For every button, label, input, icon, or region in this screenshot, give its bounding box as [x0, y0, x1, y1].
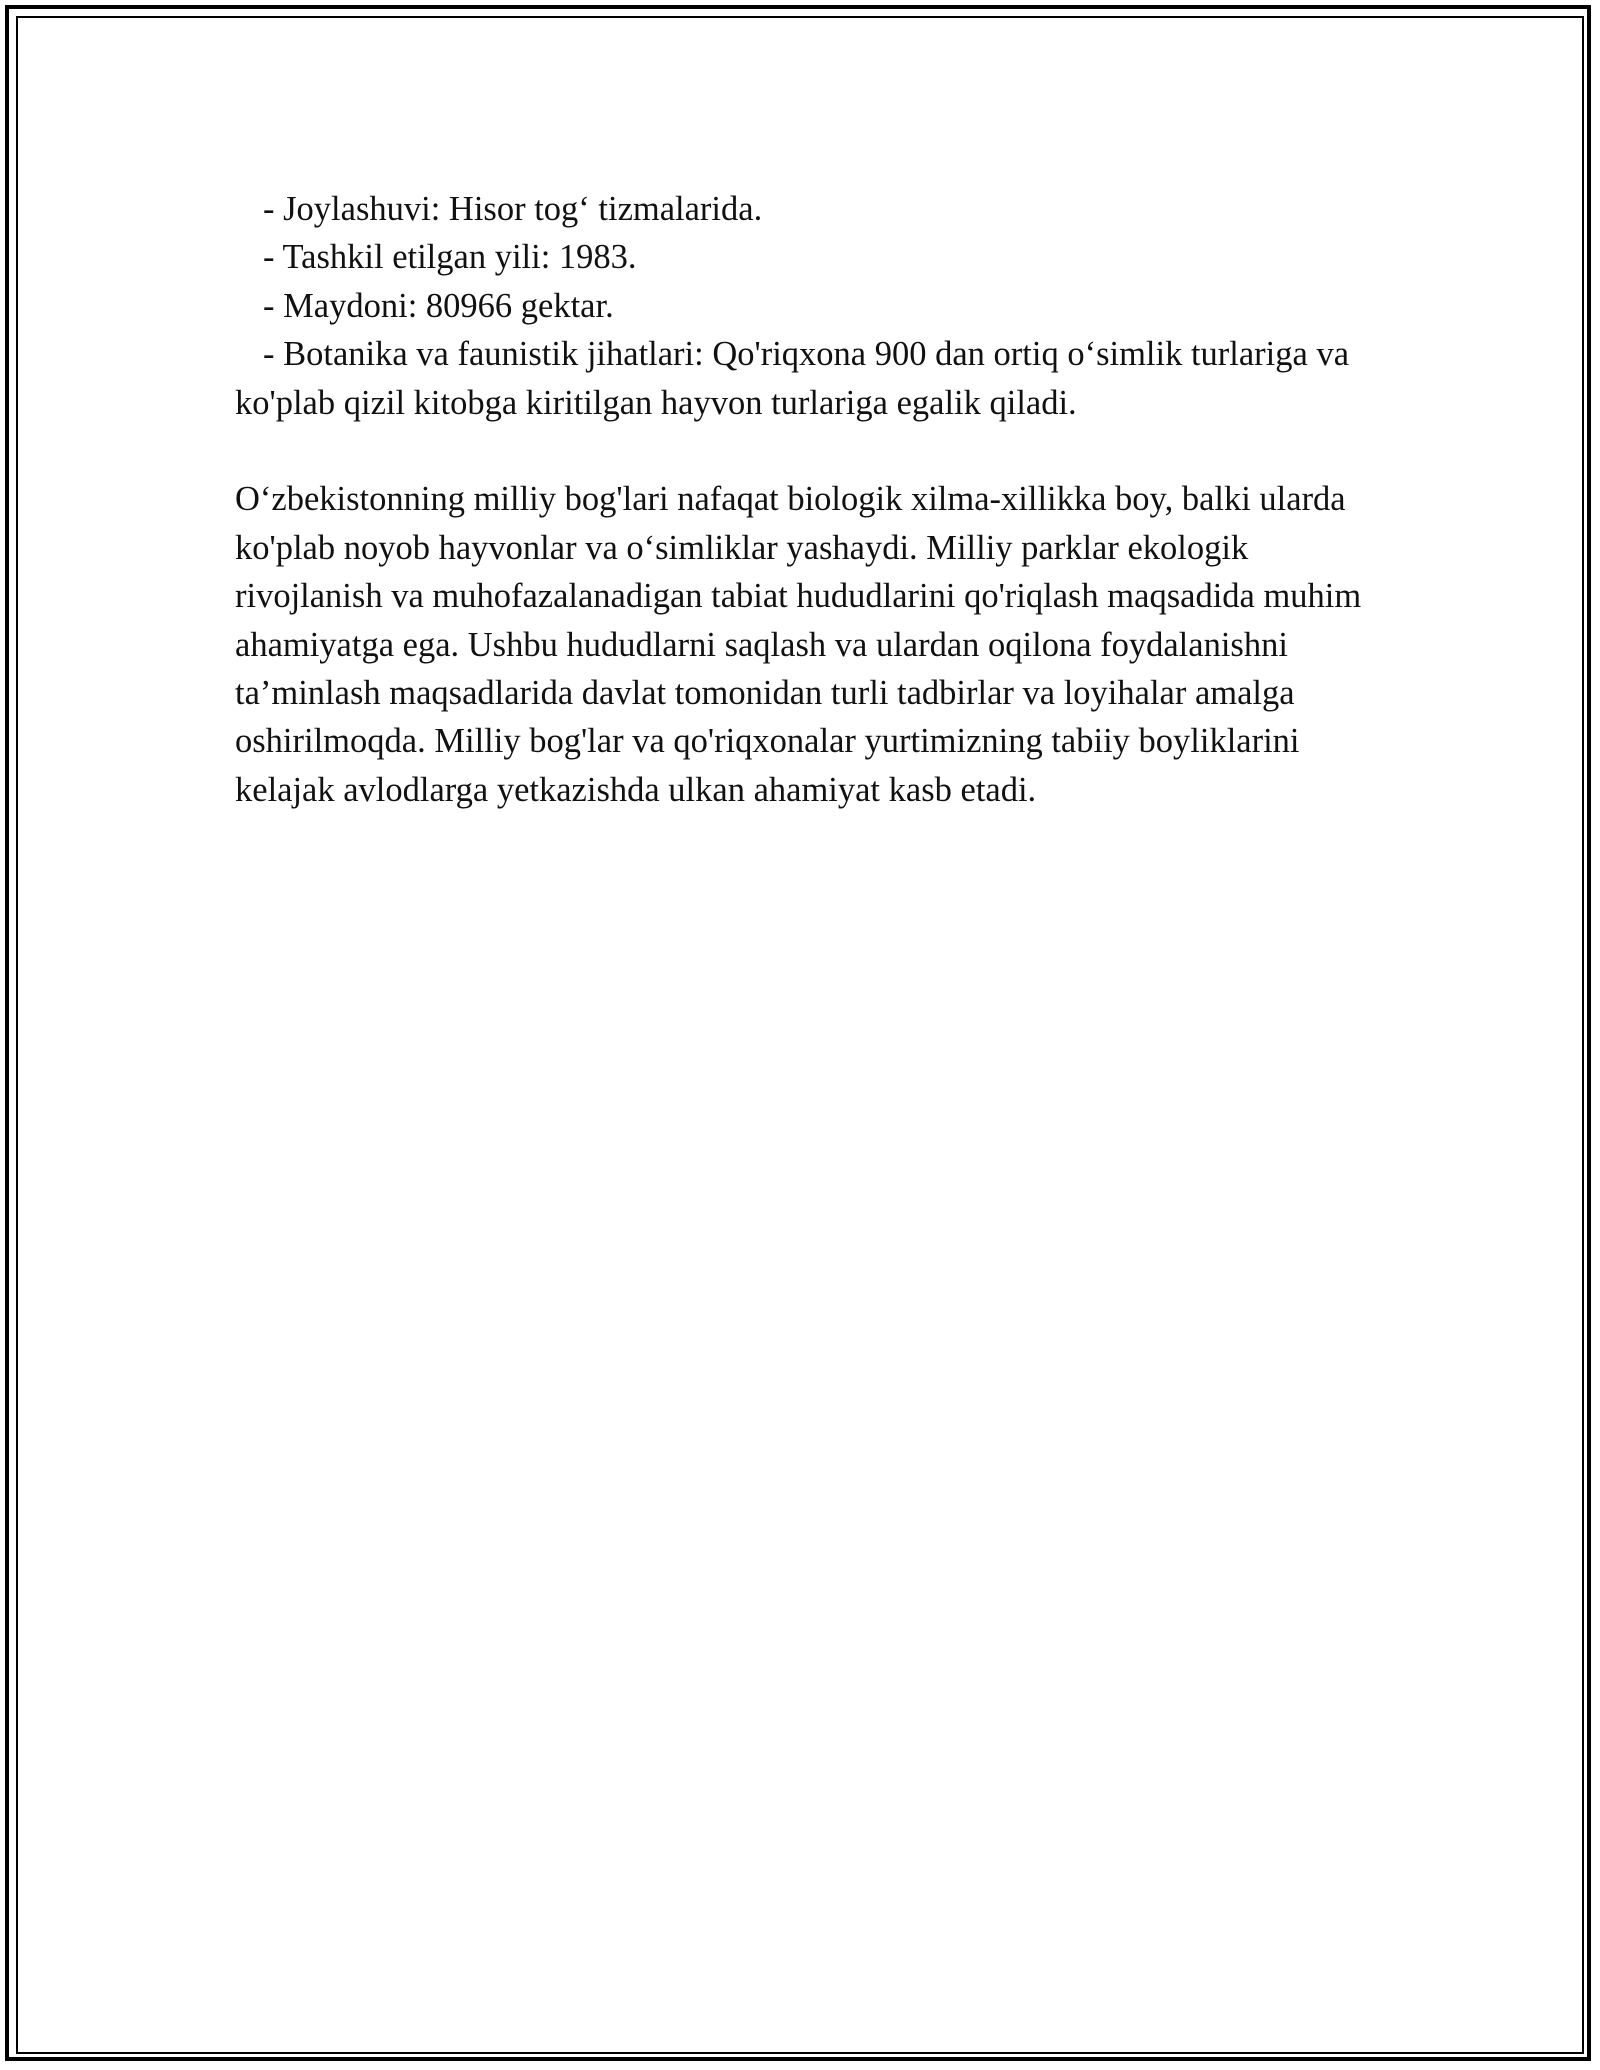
list-item-location: - Joylashuvi: Hisor tog‘ tizmalarida.: [263, 190, 763, 228]
reserve-facts-list: [235, 185, 1365, 427]
document-body: [235, 185, 1365, 814]
paragraph-spacer: [235, 427, 1365, 475]
national-parks-paragraph: O‘zbekistonning milliy bog'lari nafaqat biologik xilma-xillikka boy, balki ularda ko'plab noyob hayvonlar va o‘simliklar yashaydi. Milliy parklar ekologik rivojlanish va muhofazalanadigan tabiat hududlarini qo'riqlash maqsadida muhim ahamiyatga ega. Ushbu hududlarni saqlash va ulardan oqilona foydalanishni ta’minlash maqsadlarida davlat tomonidan turli tadbirlar va loyihalar amalga oshirilmoqda. Milliy bog'lar va qo'riqxonalar yurtimizning tabiiy boyliklarini kelajak avlodlarga yetkazishda ulkan ahamiyat kasb etadi.: [235, 480, 1362, 809]
list-item-founded-year: - Tashkil etilgan yili: 1983.: [263, 238, 637, 277]
list-item-area: - Maydoni: 80966 gektar.: [263, 286, 614, 325]
list-item-botany-fauna: - Botanika va faunistik jihatlari: Qo'riqxona 900 dan ortiq o‘simlik turlariga va ko'plab qizil kitobga kiritilgan hayvon turlariga egalik qiladi.: [235, 335, 1350, 422]
